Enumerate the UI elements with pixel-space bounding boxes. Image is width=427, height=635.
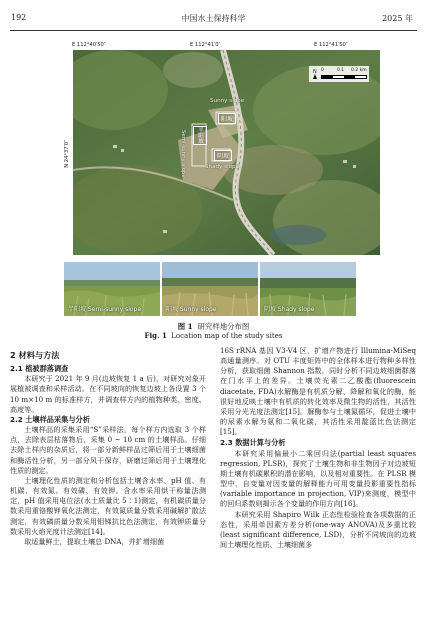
section-heading-2-2: 2.2 土壤样品采集与分析 [10,414,90,424]
scale-tick-2: 0.2 km [351,68,367,73]
label-yin: 阴坡 [214,150,232,161]
scale-tick-1: 0.1 [337,68,345,73]
photo-caption-sunny: 阳坡 Sunny slope [166,306,217,313]
paragraph-2-2-cont: 16S rRNA 基因 V3-V4 区，扩增产物进行 Illumina-MiSeq 高通量测序。对 OTU 丰度矩阵中的全体样本进行物种多样性分析，获取细菌 Shannon 指数，同时分析不同边坡细菌群落在门水平上的差异。土壤荧光素二乙酸酯(fluorescein diacetate, FDA)水解酶是有机质分解、降解和氧化的酶，能很好地反映土壤中有机质的转化效率及微生物的活性，其活性采用分光光度法测定[15]。脲酶参与土壤氮循环，促进土壤中的尿素水解为氨和二氧化碳，其活性采用靛蓝比色法测定[15]。 [220,346,416,437]
scale-bar-box [309,66,369,82]
figure-caption-en [0,331,427,340]
satellite-map [73,50,380,255]
label-yang: 阳坡 [218,113,236,124]
north-arrow-icon [313,74,317,79]
figure-caption-en-text: Location map of the study sites [171,332,283,340]
coord-lon-3: E 112°41′50″ [314,42,348,48]
journal-year: 2025 年 [382,14,413,23]
paragraph-2-2-b: 土壤理化性质的测定和分析包括土壤含水率、pH 值、有机碳、有效氮、有效磷、有效钾。含水率采用烘干称量法测定，pH 值采用电位法(水土质量比 5∶1)测定，有机碳质量分数采用重铬酸钾氧化法测定，有效氮质量分数采用碱解扩散法测定，有效磷质量分数采用钼锑抗比色法测定，有效钾质量分数采用火焰光度计法测定[14]。 [10,475,206,536]
label-half-yang: 半阳坡 [193,126,207,145]
scale-bar [321,75,367,79]
header-rule [10,30,417,31]
running-header [0,8,427,28]
photo-sunny [162,262,258,316]
site-photos [64,262,356,316]
left-column [10,346,206,547]
photo-shady [260,262,356,316]
right-column [220,346,416,550]
section-heading-2-1: 2.1 植被群落调查 [10,364,69,374]
photo-caption-shady: 阴坡 Shady slope [264,306,315,313]
section-heading-2: 2 材料与方法 [10,350,60,360]
paragraph-2-1: 本研究于 2021 年 9 月(边坡恢复 1 a 后)，对研究对象开展植被调查和采样活动。在不同坡向的恢复边坡上各设置 3 个 10 m×10 m 的标准样方，并调查样方内的植物种类、密度、高度等。 [10,374,206,414]
coord-lon-1: E 112°40′50″ [72,42,106,48]
coord-lat-1: N 24°37′0″ [64,140,70,168]
section-heading-2-3: 2.3 数据计算与分析 [220,438,286,448]
photo-semi-sunny [64,262,160,316]
figure-caption-zh-text: 研究样地分布图 [197,322,250,331]
label-semi-sunny-slope: Semi-sunny slope [180,130,186,178]
paragraph-2-3-a: 本研究采用偏最小二乘回归法(partial least squares regression, PLSR)，探究了土壤生物和非生物因子对边坡短期土壤有机碳累积的潜在影响，以及相对重要性。在 PLSR 模型中，自变量对因变量的解释能力可用变量投影重要性指标(variable importance in projection, VIP)来测度，模型中的回归系数则揭示各个变量的作用方向[16]。 [220,448,416,509]
north-arrow-label: N [313,69,317,75]
scale-tick-0: 0 [321,68,324,73]
figure-caption-en-label: Fig. 1 [144,331,167,340]
label-sunny-slope: Sunny slope [210,98,245,104]
page-number: 192 [11,13,27,22]
coord-lon-2: E 112°41′0″ [190,42,221,48]
journal-title: 中国水土保持科学 [181,14,246,23]
paragraph-2-2-a: 土壤样品的采集采用“S”采样法，每个样方内选取 3 个样点，去除表层枯落物后，采集 0 ~ 10 cm 的土壤样品。仔细去除土样内的杂质后，将一部分新鲜样品过筛后用于土壤细菌和酶活性分析，另一部分风干保存，研磨过筛后用于土壤理化性质的测定。 [10,425,206,475]
figure-caption-zh-label: 图 1 [177,322,193,331]
paragraph-2-2-c: 取适量鲜土，提取土壤总 DNA，并扩增细菌 [24,536,165,546]
label-shady-slope: Shady slope [205,164,240,170]
photo-caption-semi-sunny: 半阳坡 Semi-sunny slope [68,306,142,313]
paragraph-2-3-b: 本研究采用 Shapiro Wilk 正态性检验检查各项数据的正态性，采用单因素方差分析(one-way ANOVA)及多重比较(least significant difference, LSD)，分析不同坡向的边坡间土壤理化性质、土壤细菌多 [220,509,416,549]
